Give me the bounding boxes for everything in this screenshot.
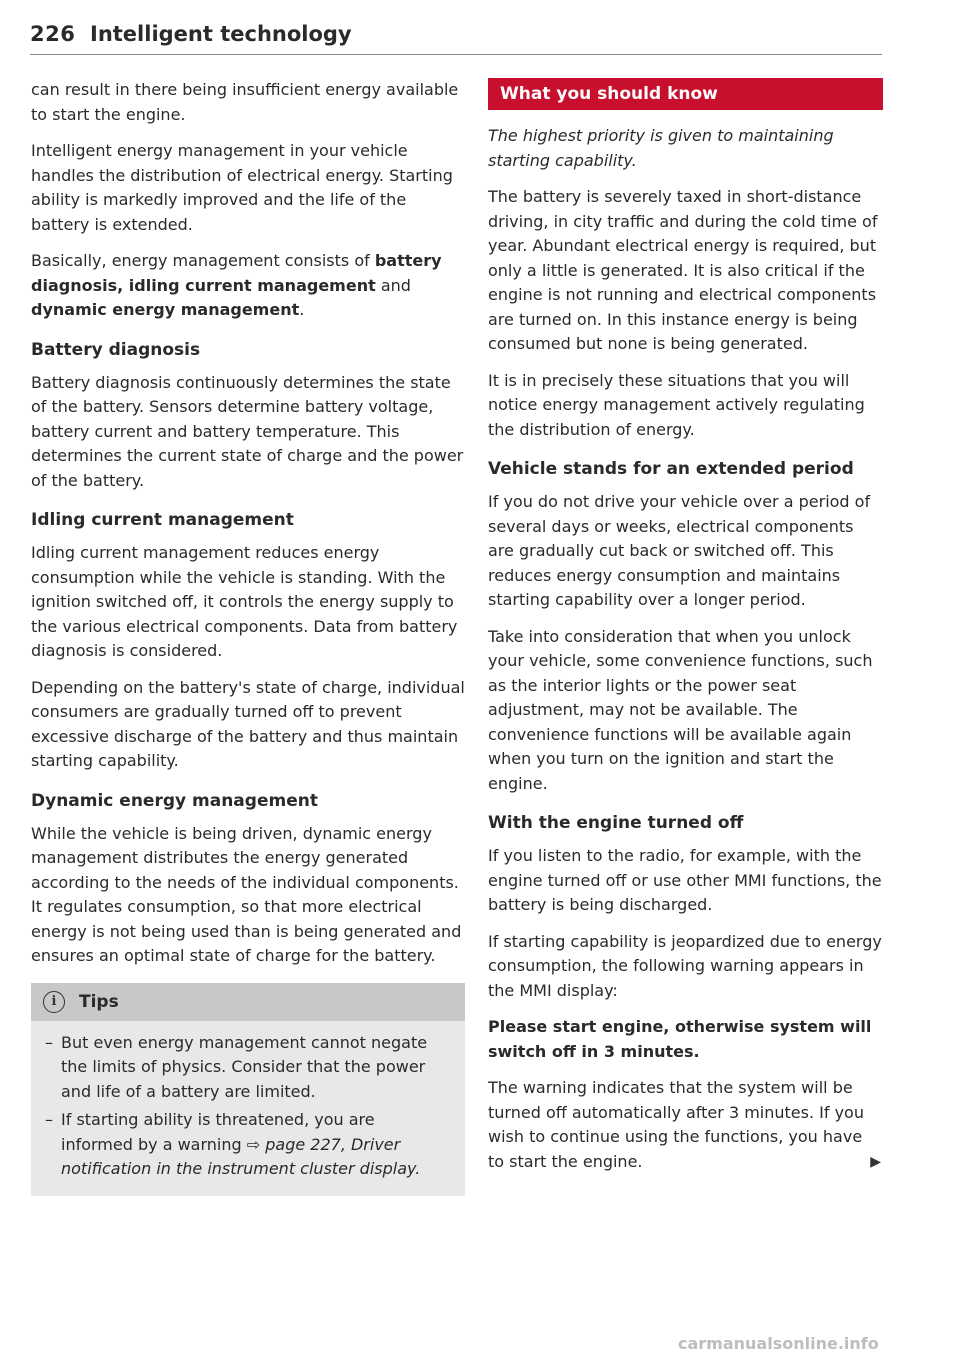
intro-paragraph: can result in there being insufficient energy available to start the engine.: [31, 80, 459, 124]
heading-engine-off: With the engine turned off: [488, 813, 744, 833]
tip-item: – If starting ability is threatened, you are informed by a warning ⇨ page 227, Driver notification in the instrument cluster display.: [45, 1110, 421, 1178]
tips-header: [31, 983, 465, 1021]
idling-current-text-2: Depending on the battery's state of charge, individual consumers are gradually turned off to prevent excessive discharge of the battery and thus maintain starting capability.: [31, 677, 465, 770]
tip-item: – But even energy management cannot negate the limits of physics. Consider that the power and life of a battery are limited.: [45, 1032, 428, 1101]
continue-arrow-icon: ▶: [870, 1153, 881, 1170]
energy-management-paragraph: Intelligent energy management in your vehicle handles the distribution of electrical energy. Starting ability is markedly improved and the life of the battery is extended.: [31, 141, 453, 234]
left-column: [31, 78, 465, 1196]
engine-off-text: If you listen to the radio, for example, with the engine turned off or use other MMI functions, the battery is being discharged.: [488, 846, 882, 914]
lead-text: The highest priority is given to maintaining starting capability.: [488, 126, 834, 170]
tips-box: [31, 983, 465, 1196]
battery-diagnosis-text: Battery diagnosis continuously determines the state of the battery. Sensors determine battery voltage, battery current and battery temperature. This determines the current state of charge and the power of the battery.: [31, 372, 464, 490]
warning-message: Please start engine, otherwise system will switch off in 3 minutes.: [488, 1017, 872, 1061]
right-column: [488, 78, 883, 1186]
tips-list: [31, 1021, 465, 1182]
engine-off-text-2: If starting capability is jeopardized due to energy consumption, the following warning appears in the MMI display:: [488, 931, 882, 1000]
heading-battery-diagnosis: Battery diagnosis: [31, 339, 201, 360]
vehicle-stands-text-2: Take into consideration that when you unlock your vehicle, some convenience functions, such as the interior lights or the power seat adjustment, may not be available. The convenience functions will be available again when you turn on the ignition and start the engine.: [488, 626, 873, 793]
battery-taxed-paragraph: The battery is severely taxed in short-distance driving, in city traffic and during the cold time of year. Abundant electrical energy is required, but only a little is generated. It is also critical if the engine is not running and electrical components are turned on. In this instance energy is being consumed but none is being generated.: [488, 187, 878, 353]
section-banner: What you should know: [488, 78, 883, 110]
section-title: Intelligent technology: [90, 22, 352, 46]
idling-current-text: Idling current management reduces energy consumption while the vehicle is standing. With the ignition switched off, it controls the energy supply to the various electrical components. Data from battery diagnosis is considered.: [31, 543, 458, 660]
page-number: 226: [30, 22, 76, 46]
regulation-paragraph: It is in precisely these situations that you will notice energy management actively regulating the distribution of energy.: [488, 370, 865, 439]
components-paragraph: Basically, energy management consists of battery diagnosis, idling current management and dynamic energy management.: [31, 251, 442, 319]
page-header: [30, 22, 882, 55]
vehicle-stands-text: If you do not drive your vehicle over a period of several days or weeks, electrical components are gradually cut back or switched off. This reduces energy consumption and maintains starting capability over a longer period.: [488, 492, 871, 609]
heading-vehicle-stands: Vehicle stands for an extended period: [488, 459, 854, 479]
watermark: carmanualsonline.info: [678, 1334, 879, 1353]
tips-label: Tips: [79, 991, 119, 1012]
heading-dynamic-energy: Dynamic energy management: [31, 790, 318, 811]
info-icon: i: [43, 991, 65, 1013]
heading-idling-current: Idling current management: [31, 510, 294, 530]
dynamic-energy-text: While the vehicle is being driven, dynamic energy management distributes the energy generated according to the needs of the individual components. It regulates consumption, so that more electrical energy is not being used than is being generated and ensures an optimal state of charge for the battery.: [31, 823, 462, 965]
page-reference-link[interactable]: ⇨ page 227, Driver notification in the instrument cluster display: [61, 1134, 416, 1178]
final-paragraph: The warning indicates that the system will be turned off automatically after 3 minutes. If you wish to continue using the functions, you have to start the engine. ▶: [488, 1076, 883, 1174]
